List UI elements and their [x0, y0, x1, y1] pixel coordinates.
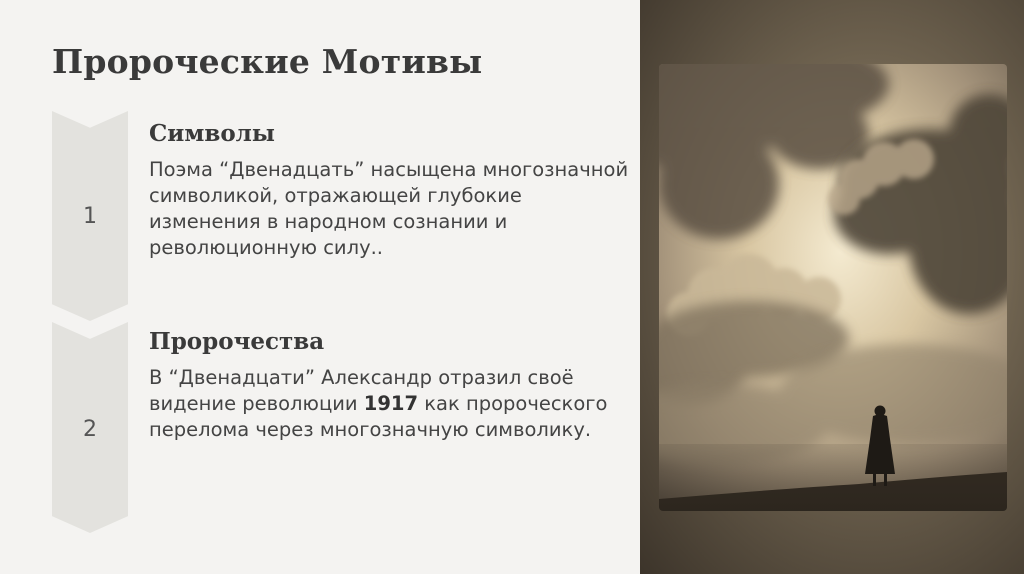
step-2-text-end: как пророческого перелома через многозначную символику.	[149, 392, 608, 441]
step-2-text	[149, 365, 639, 443]
step-2-text-year: 1917	[363, 392, 419, 415]
step-1-heading: Символы	[149, 120, 275, 147]
step-1-text: Поэма “Двенадцать” насыщена многозначной символикой, отражающей глубокие изменения в народном сознании и революционную силу..	[149, 158, 629, 259]
step-2-text-start: В “Двенадцати” Александр отразил своё видение революции	[149, 366, 574, 415]
step-1-number: 1	[83, 204, 97, 229]
step-2-number: 2	[83, 417, 97, 442]
slide-title: Пророческие Мотивы	[52, 42, 483, 81]
step-2-heading: Пророчества	[149, 328, 325, 355]
cloud-silhouette-image	[659, 64, 1007, 511]
